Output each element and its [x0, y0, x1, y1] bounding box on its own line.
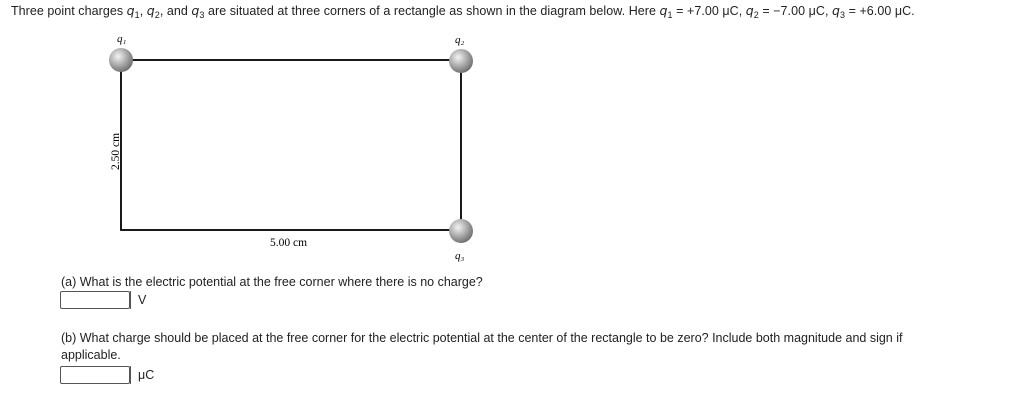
- unit-divider-b: [130, 366, 131, 384]
- charge-q3: [449, 219, 473, 243]
- unit-a: V: [138, 293, 147, 307]
- rectangle-outline: [121, 60, 461, 230]
- height-label: 2.50 cm: [110, 132, 122, 170]
- q1-label: q₁: [117, 33, 127, 45]
- q2-label: q₂: [455, 34, 465, 46]
- width-label: 5.00 cm: [270, 237, 308, 249]
- answer-a-input[interactable]: [60, 291, 130, 309]
- q3-label: q₃: [455, 250, 465, 262]
- unit-divider-a: [130, 291, 131, 309]
- charge-q1: [109, 48, 133, 72]
- problem-statement: Three point charges $q_1$, $q_2$, and $q_3$ are situated at three corners of a rectangle as shown in the diagram below. Here $q_1 = +7.00$ μC, $q_2 = -7.00$ μC, $q_3 = +6.00$ μC.: [11, 3, 915, 20]
- question-a: (a) What is the electric potential at the free corner where there is no charge?: [61, 275, 483, 289]
- question-b-continued: applicable.: [61, 348, 121, 362]
- unit-b: μC: [138, 368, 155, 382]
- charge-q2: [449, 49, 473, 73]
- question-b: (b) What charge should be placed at the free corner for the electric potential at the center of the rectangle to be zero? Include both magnitude and sign if: [61, 331, 903, 345]
- answer-b-input[interactable]: [60, 366, 130, 384]
